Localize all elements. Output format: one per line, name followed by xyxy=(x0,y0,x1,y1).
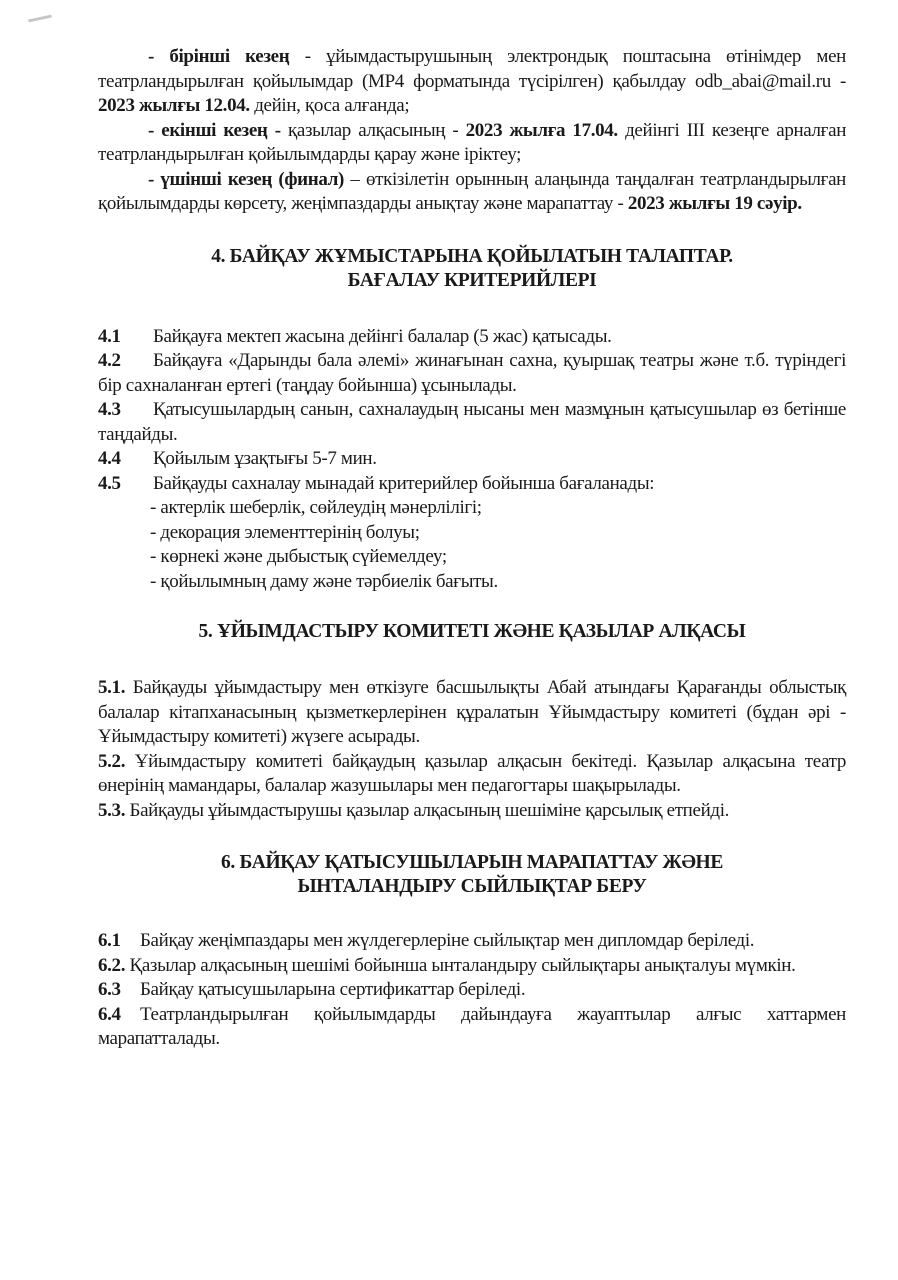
item-5-3 xyxy=(98,799,846,824)
item-4-4 xyxy=(98,447,846,472)
item-4-5 xyxy=(98,472,846,497)
stage-1-date: 2023 жылғы 12.04. xyxy=(98,95,250,116)
section-4-title-line-2: БАҒАЛАУ КРИТЕРИЙЛЕРІ xyxy=(347,269,597,291)
section-6-heading xyxy=(98,851,846,899)
item-text: Қазылар алқасының шешімі бойынша ынталандыру сыйлықтары анықталуы мүмкін. xyxy=(129,954,796,976)
item-text: Қойылым ұзақтығы 5-7 мин. xyxy=(153,448,377,469)
section-5-heading xyxy=(98,620,846,644)
item-number: 4.1 xyxy=(98,325,121,347)
criterion-2: - декорация элементтерінің болуы; xyxy=(150,521,420,543)
item-6-4 xyxy=(98,1003,846,1052)
item-text: Байқау қатысушыларына сертификаттар беріледі. xyxy=(140,979,526,1000)
stage-1 xyxy=(98,45,846,119)
item-6-3 xyxy=(98,978,846,1003)
item-text: Байқауды ұйымдастырушы қазылар алқасының шешіміне қарсылық етпейді. xyxy=(129,799,730,821)
item-number: 6.2. xyxy=(98,954,126,976)
stage-2 xyxy=(98,119,846,168)
section-5-title: 5. ҰЙЫМДАСТЫРУ КОМИТЕТІ ЖӘНЕ ҚАЗЫЛАР АЛҚАСЫ xyxy=(198,621,746,642)
document-content xyxy=(98,45,846,1052)
criterion-1: - актерлік шеберлік, сөйлеудің мәнерлілігі; xyxy=(150,497,482,518)
stage-3 xyxy=(98,168,846,217)
item-number: 4.2 xyxy=(98,350,121,371)
item-text: Байқауға мектеп жасына дейінгі балалар (5 жас) қатысады. xyxy=(153,325,612,347)
item-number: 5.1. xyxy=(98,677,126,698)
stage-2-text-end: дейінгі ІІІ кезеңге арналған театрландырылған қойылымдарды қарау және іріктеу; xyxy=(98,119,847,165)
section-6-title-line-2: ЫНТАЛАНДЫРУ СЫЙЛЫҚТАР БЕРУ xyxy=(297,876,647,897)
item-number: 4.5 xyxy=(98,472,121,494)
stage-3-label: - үшінші кезең (финал) xyxy=(148,168,344,190)
item-6-1 xyxy=(98,929,846,954)
section-6-title-line-1: 6. БАЙҚАУ ҚАТЫСУШЫЛАРЫН МАРАПАТТАУ ЖӘНЕ xyxy=(221,852,723,873)
item-number: 6.4 xyxy=(98,1003,121,1025)
item-4-2 xyxy=(98,349,846,398)
item-number: 4.3 xyxy=(98,399,121,420)
stage-1-label: - бірінші кезең xyxy=(148,46,290,67)
item-4-3 xyxy=(98,398,846,447)
section-4-heading xyxy=(98,245,846,293)
item-number: 6.3 xyxy=(98,979,121,1000)
item-number: 5.2. xyxy=(98,750,126,772)
item-5-1 xyxy=(98,676,846,750)
item-5-2 xyxy=(98,750,846,799)
item-text: Театрландырылған қойылымдарды дайындауға жауаптылар алғыс хаттармен марапатталады. xyxy=(98,1003,846,1049)
item-4-1 xyxy=(98,325,846,350)
item-number: 4.4 xyxy=(98,448,121,469)
stage-2-text: қазылар алқасының - xyxy=(280,119,466,141)
item-text: Ұйымдастыру комитеті байқаудың қазылар алқасын бекітеді. Қазылар алқасына театр өнерінің мамандары, балалар жазушылары мен педагогтары шақырылады. xyxy=(98,750,847,796)
item-text: Байқауға «Дарынды бала әлемі» жинағынан сахна, қуыршақ театры және т.б. түріндегі бір сахналанған ертегі (таңдау бойынша) ұсынылады. xyxy=(98,350,846,396)
section-4-title-line-1: 4. БАЙҚАУ ЖҰМЫСТАРЫНА ҚОЙЫЛАТЫН ТАЛАПТАР. xyxy=(211,245,733,267)
stage-3-text: – өткізілетін орынның алаңында таңдалған театрландырылған қойылымдарды көрсету, жеңімпаздарды анықтау және марапаттау - xyxy=(98,168,846,214)
criterion-4: - қойылымның даму және тәрбиелік бағыты. xyxy=(150,570,498,592)
criterion-3: - көрнекі және дыбыстық сүйемелдеу; xyxy=(150,546,447,567)
stage-2-date: 2023 жылға 17.04. xyxy=(465,119,618,141)
item-text: Байқау жеңімпаздары мен жүлдегерлеріне сыйлықтар мен дипломдар беріледі. xyxy=(140,930,755,951)
stage-2-label: - екінші кезең - xyxy=(148,119,281,141)
item-text: Байқауды ұйымдастыру мен өткізуге басшылықты Абай атындағы Қарағанды облыстық балалар кітапханасының қызметкерлерінен құралатын Ұйымдастыру комитеті (бұдан әрі - Ұйымдастыру комитеті) жүзеге асырады. xyxy=(98,677,846,747)
item-6-2 xyxy=(98,954,846,979)
scan-smudge xyxy=(28,15,52,23)
stage-3-date: 2023 жылғы 19 сәуір. xyxy=(627,193,802,214)
stage-1-text: - ұйымдастырушының электрондық поштасына өтінімдер мен театрландырылған қойылымдар (МР4 форматында түсірілген) қабылдау odb_abai@mail.ru - xyxy=(98,46,846,92)
item-text: Қатысушылардың санын, сахналаудың нысаны мен мазмұнын қатысушылар өз бетінше таңдайды. xyxy=(98,399,846,445)
item-text: Байқауды сахналау мынадай критерийлер бойынша бағаланады: xyxy=(153,472,655,494)
item-number: 6.1 xyxy=(98,930,121,951)
item-number: 5.3. xyxy=(98,799,126,821)
stage-1-text-end: дейін, қоса алғанда; xyxy=(249,95,410,116)
